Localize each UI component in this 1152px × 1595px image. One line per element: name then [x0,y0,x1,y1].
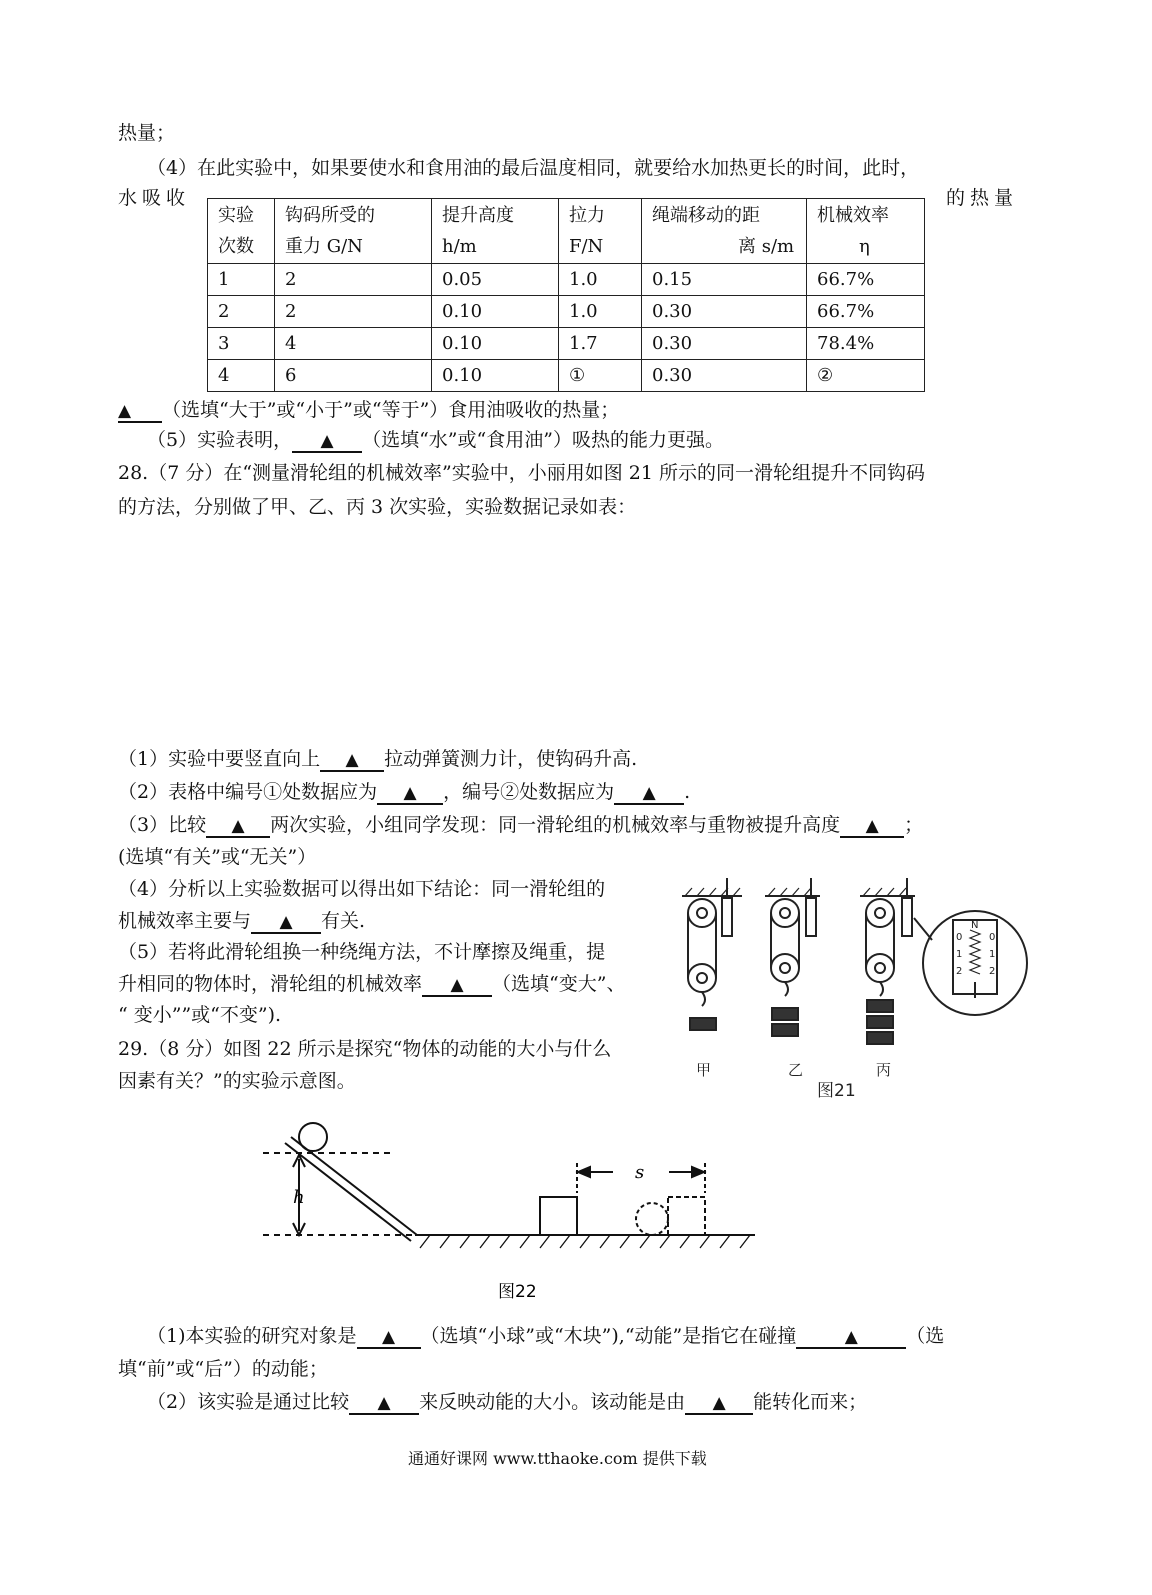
table-cell: 2 [275,264,432,296]
table-cell: 2 [275,296,432,328]
table-header: 实验 次数 [208,199,275,264]
question-29-line-2: 因素有关？”的实验示意图。 [118,1070,356,1092]
answer-blank[interactable]: ▲ [251,911,321,934]
table-cell: ① [559,360,642,392]
answer-blank[interactable]: ▲ [840,815,904,838]
question-28-4: 机械效率主要与 ▲ 有关. [118,910,366,932]
question-29-1-line-2: 填“前”或“后”）的动能； [118,1358,328,1380]
question-4-continued: ▲ （选填“大于”或“小于”或“等于”）食用油吸收的热量； [118,399,620,421]
scale-label: 2 [989,966,996,977]
answer-blank[interactable]: ▲ [292,430,362,453]
table-header: 钩码所受的 重力 G/N [275,199,432,264]
figure-label-bing: 丙 [876,1061,892,1079]
table-cell: ② [807,360,925,392]
table-row [208,296,925,328]
question-28-3-line-2: (选填“有关”或“无关”） [118,846,317,868]
table-cell: 66.7% [807,296,925,328]
distance-label: s [635,1162,645,1183]
table-header: 机械效率 η [807,199,925,264]
scale-label: 0 [956,932,963,943]
table-row [208,360,925,392]
answer-blank[interactable]: ▲ [320,749,384,772]
table-cell: 0.10 [432,328,559,360]
table-row [208,328,925,360]
table-cell: 0.30 [642,328,807,360]
table-cell: 1.0 [559,296,642,328]
figure-22-caption: 图22 [498,1282,537,1302]
table-cell: 66.7% [807,264,925,296]
answer-blank[interactable]: ▲ [422,974,492,997]
answer-blank[interactable]: ▲ [685,1392,753,1415]
table-cell: 0.10 [432,296,559,328]
table-cell: 0.30 [642,360,807,392]
figure-22-kinetic-energy-diagram [255,1115,765,1315]
scale-label: 2 [956,966,963,977]
figure-21-pulley-diagram [670,858,1040,1113]
answer-blank[interactable]: ▲ [614,782,684,805]
table-cell: 1 [208,264,275,296]
question-28-2: （2）表格中编号①处数据应为 ▲ ，编号②处数据应为 ▲ . [118,781,691,803]
question-28-5-line-1: （5）若将此滑轮组换一种绕绳方法，不计摩擦及绳重，提 [118,941,606,963]
table-cell: 1.7 [559,328,642,360]
figure-21-caption: 图21 [817,1081,856,1101]
question-4-left: 水吸收 [118,187,191,209]
question-28-line-1: 28.（7 分）在“测量滑轮组的机械效率”实验中，小丽用如图 21 所示的同一滑轮组提升不同钩码 [118,462,926,484]
scale-label: 1 [956,949,963,960]
question-5: （5）实验表明， ▲ （选填“水”或“食用油”）吸热的能力更强。 [147,429,724,451]
table-cell: 6 [275,360,432,392]
table-cell: 0.05 [432,264,559,296]
figure-label-yi: 乙 [788,1061,804,1079]
table-cell: 3 [208,328,275,360]
table-header: 绳端移动的距 离 s/m [642,199,807,264]
question-28-5: 升相同的物体时，滑轮组的机械效率 ▲ （选填“变大”、 [118,973,626,995]
table-cell: 4 [275,328,432,360]
footer: 通通好课网 www.tthaoke.com 提供下载 [408,1449,707,1468]
table-header-row [208,199,925,264]
table-row [208,264,925,296]
question-28-line-2: 的方法，分别做了甲、乙、丙 3 次实验，实验数据记录如表： [118,496,637,518]
table-header: 提升高度 h/m [432,199,559,264]
scale-label: 0 [989,932,996,943]
question-29-2: （2）该实验是通过比较 ▲ 来反映动能的大小。该动能是由 ▲ 能转化而来； [147,1391,868,1413]
question-28-1: （1）实验中要竖直向上 ▲ 拉动弹簧测力计，使钩码升高. [118,748,638,770]
table-cell: 0.30 [642,296,807,328]
question-28-3: （3）比较 ▲ 两次实验，小组同学发现：同一滑轮组的机械效率与重物被提升高度 ▲ ； [118,814,924,836]
answer-blank[interactable]: ▲ [349,1392,419,1415]
data-table [207,198,925,392]
table-cell: 1.0 [559,264,642,296]
table-cell: 78.4% [807,328,925,360]
question-4-right: 的热量 [946,187,1019,209]
height-label: h [293,1187,305,1208]
scale-label: 1 [989,949,996,960]
question-28-5-line-3: “ 变小””或“不变”). [118,1004,282,1026]
table-cell: 0.15 [642,264,807,296]
table-header: 拉力 F/N [559,199,642,264]
answer-blank[interactable]: ▲ [377,782,443,805]
answer-blank[interactable]: ▲ [206,815,270,838]
answer-blank[interactable]: ▲ [796,1326,906,1349]
table-cell: 2 [208,296,275,328]
table-cell: 0.10 [432,360,559,392]
question-4: （4）在此实验中，如果要使水和食用油的最后温度相同，就要给水加热更长的时间，此时， [147,157,920,179]
answer-blank[interactable]: ▲ [357,1326,421,1349]
figure-label-jia: 甲 [696,1061,712,1079]
answer-blank[interactable]: ▲ [118,400,162,423]
question-29-line-1: 29.（8 分）如图 22 所示是探究“物体的动能的大小与什么 [118,1038,612,1060]
scale-unit: N [971,920,979,931]
question-29-1: （1)本实验的研究对象是 ▲ （选填“小球”或“木块”),“动能”是指它在碰撞 ▲ （选 [147,1325,945,1347]
table-cell: 4 [208,360,275,392]
question-28-4-line-1: （4）分析以上实验数据可以得出如下结论：同一滑轮组的 [118,878,606,900]
text-line: 热量； [118,122,176,144]
